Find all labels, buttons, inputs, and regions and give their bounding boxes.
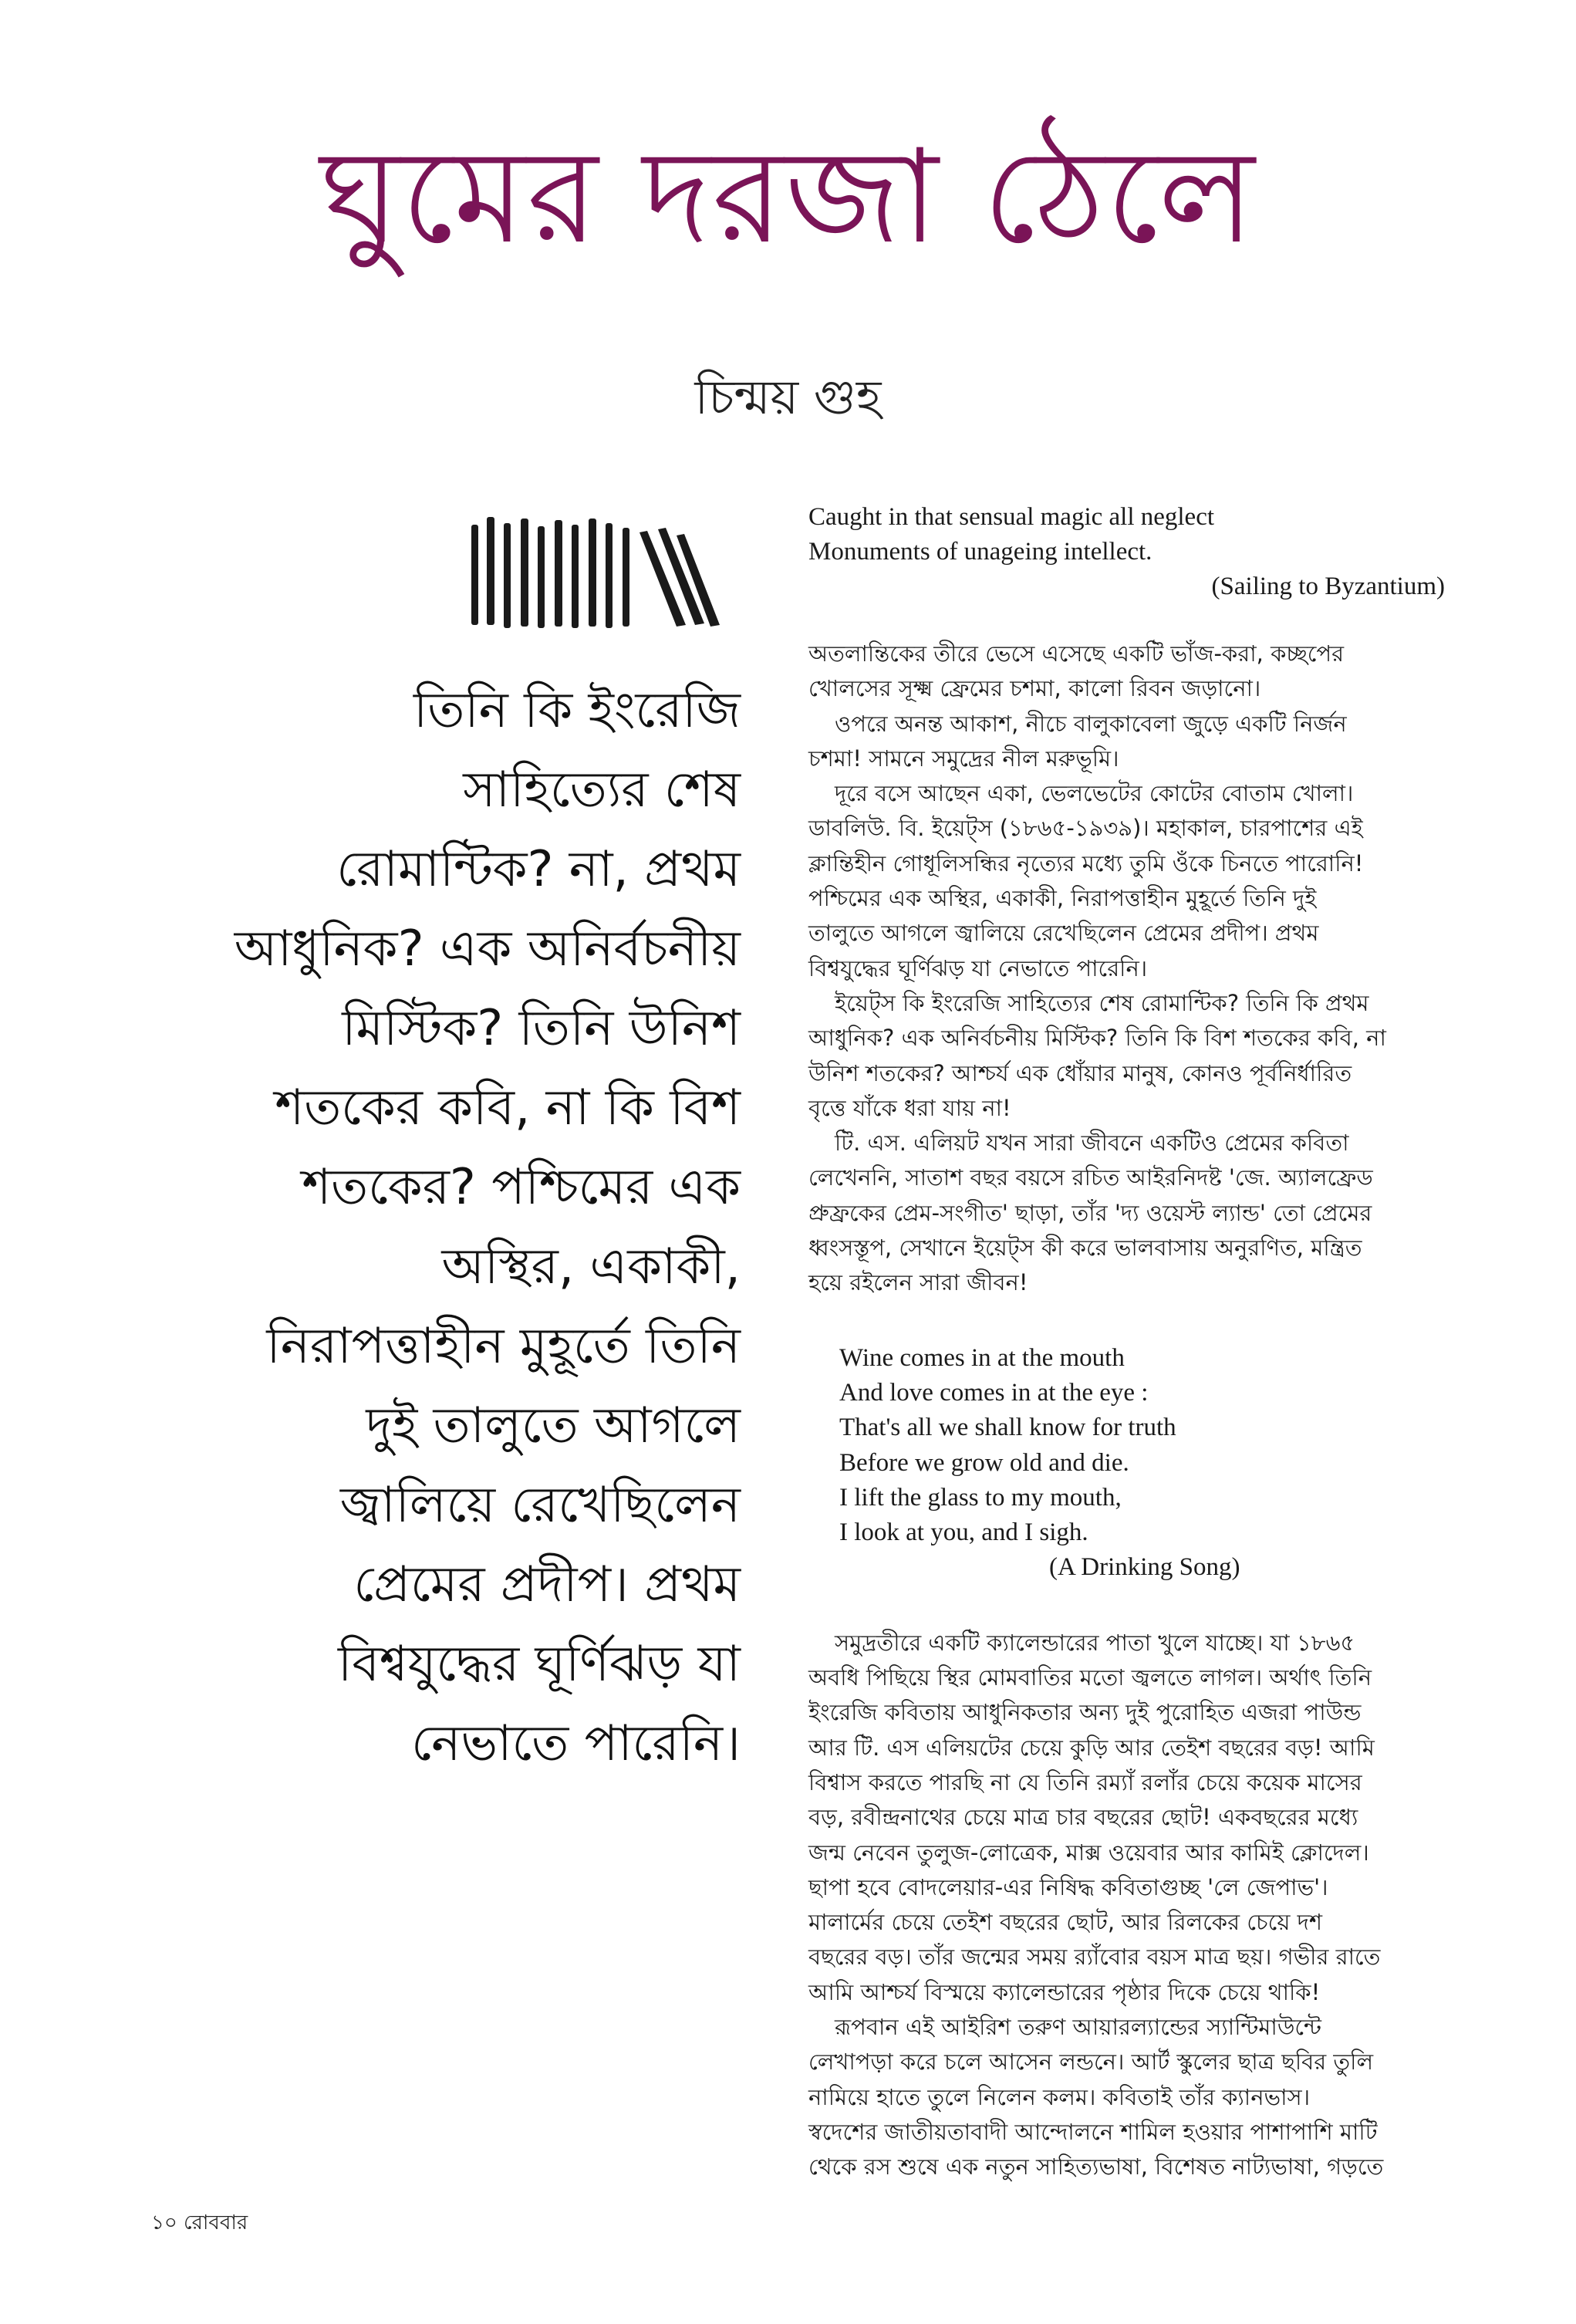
text-line: পশ্চিমের এক অস্থির, একাকী, নিরাপত্তাহীন মুহূর্তে তিনি দুই [808, 885, 1317, 912]
text-line: ইয়েট্‌স কি ইংরেজি সাহিত্যের শেষ রোমান্টিক? তিনি কি প্রথম [835, 989, 1369, 1016]
text-line: চশমা! সামনে সমুদ্রের নীল মরুভূমি। [808, 745, 1119, 772]
pull-quote-line: মিস্টিক? তিনি উনিশ [342, 1000, 741, 1057]
text-line: ডাবলিউ. বি. ইয়েট্‌স (১৮৬৫-১৯৩৯)। মহাকাল, চারপাশের এই [808, 815, 1363, 842]
text-line: জন্ম নেবেন তুলুজ-লোত্রেক, মাক্স ওয়েবার আর কামিই ক্লোদেল। [808, 1839, 1369, 1866]
pull-quote-line: প্রেমের প্রদীপ। প্রথম [353, 1556, 741, 1613]
text-line: নামিয়ে হাতে তুলে নিলেন কলম। কবিতাই তাঁর ক্যানভাস। [808, 2083, 1311, 2110]
text-line: ধ্বংসস্তূপ, সেখানে ইয়েট্‌স কী করে ভালবাসায় অনুরণিত, মন্ত্রিত [808, 1235, 1362, 1262]
text-line: থেকে রস শুষে এক নতুন সাহিত্যভাষা, বিশেষত নাট্যভাষা, গড়তে [808, 2153, 1384, 2180]
paragraph [808, 1626, 1460, 2010]
text-line: স্বদেশের জাতীয়তাবাদী আন্দোলনে শামিল হওয়ার পাশাপাশি মাটি [808, 2118, 1378, 2145]
text-line: খোলসের সূক্ষ্ম ফ্রেমের চশমা, কালো রিবন জড়ানো। [808, 675, 1261, 702]
text-line: মালার্মের চেয়ে তেইশ বছরের ছোট, আর রিলকের চেয়ে দশ [808, 1909, 1323, 1936]
epigraph-line: Caught in that sensual magic all neglect [808, 503, 1215, 531]
paragraph [808, 707, 1460, 777]
pull-quote-line: নেভাতে পারেনি। [411, 1715, 741, 1772]
epigraph [808, 500, 1460, 604]
pull-quote-line: দুই তালুতে আগলে [366, 1397, 741, 1454]
text-line: আমি আশ্চর্য বিস্ময়ে ক্যালেন্ডারের পৃষ্ঠার দিকে চেয়ে থাকি! [808, 1978, 1321, 2005]
paragraph [808, 2010, 1460, 2184]
pull-quote-line: আধুনিক? এক অনির্বচনীয় [234, 920, 741, 978]
body-text-section-1 [808, 637, 1460, 1301]
text-line: ওপরে অনন্ত আকাশ, নীচে বালুকাবেলা জুড়ে একটি নির্জন [835, 710, 1347, 737]
pull-quote-line: শতকের? পশ্চিমের এক [302, 1159, 741, 1216]
pull-quote-line: বিশ্বযুদ্ধের ঘূর্ণিঝড় যা [338, 1636, 741, 1693]
text-line: হয়ে রইলেন সারা জীবন! [808, 1269, 1028, 1296]
text-line: বিশ্বযুদ্ধের ঘূর্ণিঝড় যা নেভাতে পারেনি। [808, 954, 1148, 981]
text-line: উনিশ শতকের? আশ্চর্য এক ধোঁয়ার মানুষ, কোনও পূর্বনির্ধারিত [808, 1059, 1352, 1086]
poem-line: That's all we shall know for truth [839, 1414, 1176, 1442]
poem-line: I lift the glass to my mouth, [839, 1483, 1122, 1512]
text-line: বিশ্বাস করতে পারছি না যে তিনি রম্যাঁ রলাঁর চেয়ে কয়েক মাসের [808, 1768, 1362, 1795]
text-line: সমুদ্রতীরে একটি ক্যালেন্ডারের পাতা খুলে যাচ্ছে। যা ১৮৬৫ [835, 1629, 1355, 1656]
body-text-section-2 [808, 1626, 1460, 2185]
poem-line: Before we grow old and die. [839, 1448, 1129, 1477]
text-line: বড়, রবীন্দ্রনাথের চেয়ে মাত্র চার বছরের ছোট! একবছরের মধ্যে [808, 1804, 1358, 1831]
epigraph-source: (Sailing to Byzantium) [1211, 573, 1445, 600]
paragraph [808, 637, 1460, 707]
text-line: ক্লান্তিহীন গোধূলিসন্ধির নৃত্যের মধ্যে তুমি ওঁকে চিনতে পারোনি! [808, 850, 1364, 877]
poem-line: I look at you, and I sigh. [839, 1518, 1088, 1547]
text-line: বছরের বড়। তাঁর জন্মের সময় র‍্যাঁবোর বয়স মাত্র ছয়। গভীর রাতে [808, 1944, 1381, 1971]
text-line: প্রুফ্রকের প্রেম-সংগীত' ছাড়া, তাঁর 'দ্য ওয়েস্ট ল্যান্ড' তো প্রেমের [808, 1199, 1372, 1226]
pull-quote [154, 671, 741, 1784]
paragraph [808, 776, 1460, 986]
pull-quote-line: জ্বালিয়ে রেখেছিলেন [339, 1477, 741, 1534]
article-title: ঘুমের দরজা ঠেলে [319, 121, 1257, 272]
pull-quote-line: অস্থির, একাকী, [441, 1238, 741, 1295]
paragraph [808, 986, 1460, 1126]
epigraph-line: Monuments of unageing intellect. [808, 538, 1152, 566]
text-line: বৃত্তে যাঁকে ধরা যায় না! [808, 1094, 1011, 1121]
text-line: রূপবান এই আইরিশ তরুণ আয়ারল্যান্ডের স্যান্টিমাউন্টে [835, 2013, 1321, 2040]
text-line: লেখাপড়া করে চলে আসেন লন্ডনে। আর্ট স্কুলের ছাত্র ছবির তুলি [808, 2049, 1374, 2076]
text-line: আর টি. এস এলিয়টের চেয়ে কুড়ি আর তেইশ বছরের বড়! আমি [808, 1734, 1375, 1761]
pull-quote-line: নিরাপত্তাহীন মুহূর্তে তিনি [266, 1318, 741, 1375]
poem-line: And love comes in at the eye : [839, 1378, 1149, 1407]
text-line: টি. এস. এলিয়ট যখন সারা জীবনে একটিও প্রেমের কবিতা [835, 1130, 1349, 1157]
text-line: অবধি পিছিয়ে স্থির মোমবাতির মতো জ্বলতে লাগল। অর্থাৎ তিনি [808, 1664, 1372, 1691]
text-line: দূরে বসে আছেন একা, ভেলভেটের কোটের বোতাম খোলা। [835, 780, 1354, 807]
poem-quote [808, 1341, 1460, 1586]
paragraph [808, 1126, 1460, 1300]
pull-quote-line: রোমান্টিক? না, প্রথম [336, 841, 741, 898]
pull-quote-line: সাহিত্যের শেষ [463, 762, 741, 819]
decorative-hatch-marks [468, 517, 723, 633]
poem-line: Wine comes in at the mouth [839, 1343, 1125, 1372]
pull-quote-line: তিনি কি ইংরেজি [413, 682, 741, 739]
poem-source: (A Drinking Song) [1049, 1553, 1240, 1582]
body-column [808, 500, 1460, 2184]
text-line: অতলান্তিকের তীরে ভেসে এসেছে একটি ভাঁজ-করা, কচ্ছপের [808, 640, 1345, 667]
text-line: ছাপা হবে বোদলেয়ার-এর নিষিদ্ধ কবিতাগুচ্ছ 'লে জেপাভ'। [808, 1873, 1328, 1900]
text-line: লেখেননি, সাতাশ বছর বয়সে রচিত আইরনিদষ্ট 'জে. অ্যালফ্রেড [808, 1164, 1373, 1191]
author-name: চিন্ময় গুহ [694, 369, 882, 425]
page-footer: ১০ রোববার [151, 2211, 248, 2234]
pull-quote-line: শতকের কবি, না কি বিশ [275, 1079, 741, 1137]
text-line: আধুনিক? এক অনির্বচনীয় মিস্টিক? তিনি কি বিশ শতকের কবি, না [808, 1025, 1386, 1052]
text-line: ইংরেজি কবিতায় আধুনিকতার অন্য দুই পুরোহিত এজরা পাউন্ড [808, 1699, 1362, 1726]
text-line: তালুতে আগলে জ্বালিয়ে রেখেছিলেন প্রেমের প্রদীপ। প্রথম [808, 920, 1319, 947]
